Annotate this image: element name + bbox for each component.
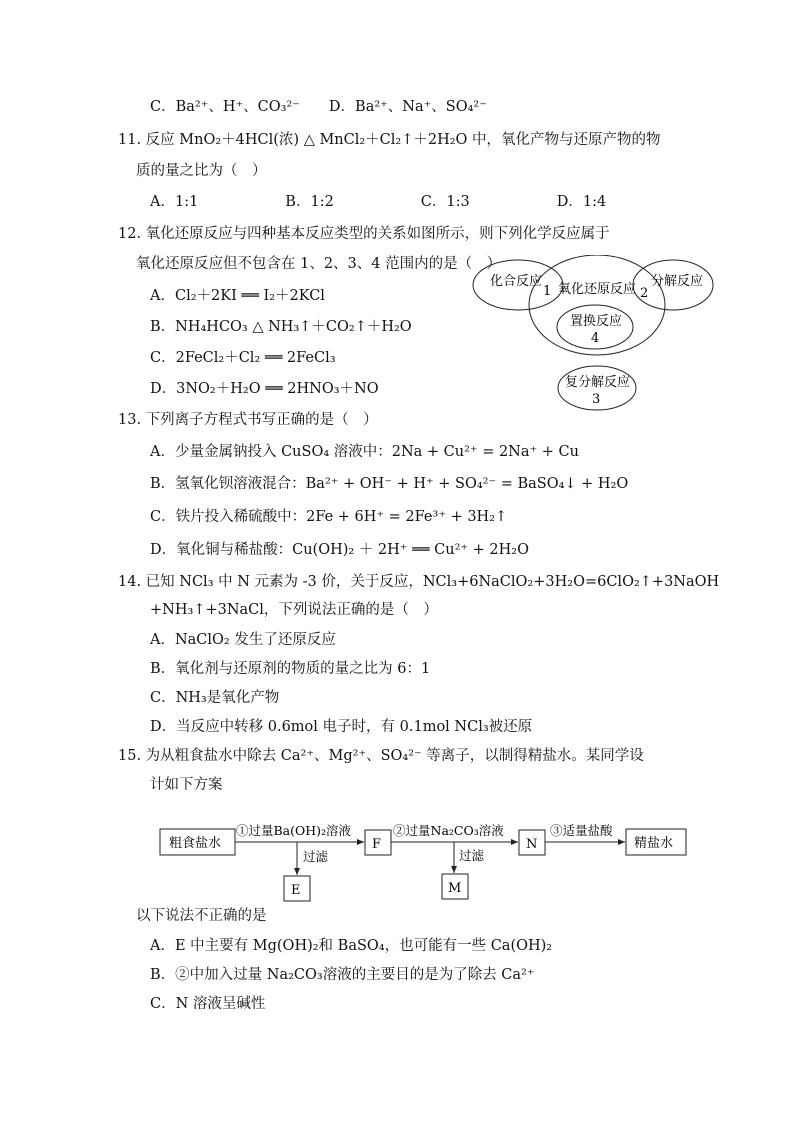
q15-stem: 15. 为从粗食盐水中除去 Ca²⁺、Mg²⁺、SO₄²⁻ 等离子，以制得精盐水。某同学设 [118,748,644,764]
region-4-label: 4 [591,331,600,346]
q12-option-b: B．NH₄HCO₃ △ NH₃↑＋CO₂↑＋H₂O [150,319,412,335]
crude-label: 粗食盐水 [169,836,222,851]
redox-label: 氧化还原反应 [558,282,637,297]
q11-stem-cont: 质的量之比为（ ） [136,163,267,179]
q14-option-c: C．NH₃是氧化产物 [150,690,280,706]
q13-option-c: C．铁片投入稀硫酸中：2Fe + 6H⁺ = 2Fe³⁺ + 3H₂↑ [150,509,508,525]
N-label: N [526,837,538,852]
region-2-label: 2 [640,286,649,301]
double-decomposition-label: 复分解反应 [565,375,631,390]
step1-label: ①过量Ba(OH)₂溶液 [236,823,352,838]
q12-stem: 12. 氧化还原反应与四种基本反应类型的关系如图所示，则下列化学反应属于 [118,226,610,242]
q12-option-c: C．2FeCl₂＋Cl₂ ══ 2FeCl₃ [150,350,336,366]
q10-options-cd: C．Ba²⁺、H⁺、CO₃²⁻ D．Ba²⁺、Na⁺、SO₄²⁻ [150,99,487,115]
reaction-type-venn-diagram [470,255,720,415]
q13-option-a: A．少量金属钠投入 CuSO₄ 溶液中：2Na + Cu²⁺ = 2Na⁺ + Cu [150,444,579,460]
region-3-label: 3 [592,392,601,407]
fine-label: 精盐水 [634,836,674,851]
filter2-label: 过滤 [459,848,485,863]
filter1-label: 过滤 [303,849,329,864]
q15-question: 以下说法不正确的是 [136,908,267,924]
q11-stem: 11. 反应 MnO₂＋4HCl(浓) △ MnCl₂＋Cl₂↑＋2H₂O 中，氧化产物与还原产物的物 [118,132,661,148]
E-label: E [291,883,301,898]
q13-option-d: D．氧化铜与稀盐酸：Cu(OH)₂ ＋ 2H⁺ ══ Cu²⁺ + 2H₂O [150,542,529,558]
combination-label: 化合反应 [490,274,543,289]
q15-option-a: A．E 中主要有 Mg(OH)₂和 BaSO₄，也可能有一些 Ca(OH)₂ [150,938,553,954]
q11-options: A．1:1 B．1:2 C．1:3 D．1:4 [150,194,607,210]
q14-stem-cont: +NH₃↑+3NaCl，下列说法正确的是（ ） [150,602,438,618]
q14-option-a: A．NaClO₂ 发生了还原反应 [150,632,336,648]
M-label: M [448,881,462,896]
q13-stem: 13. 下列离子方程式书写正确的是（ ） [118,412,378,428]
q12-option-d: D．3NO₂＋H₂O ══ 2HNO₃＋NO [150,381,379,397]
displacement-label: 置换反应 [570,314,623,329]
decomposition-label: 分解反应 [651,274,704,289]
q15-option-c: C．N 溶液呈碱性 [150,996,266,1012]
q14-option-d: D．当反应中转移 0.6mol 电子时，有 0.1mol NCl₃被还原 [150,719,533,735]
region-1-label: 1 [543,284,552,299]
purification-flowchart [150,815,710,910]
F-label: F [372,837,382,852]
q12-stem-cont: 氧化还原反应但不包含在 1、2、3、4 范围内的是（ ） [136,256,502,272]
q12-option-a: A．Cl₂＋2KI ══ I₂＋2KCl [150,288,325,304]
q14-option-b: B．氧化剂与还原剂的物质的量之比为 6：1 [150,661,431,677]
step3-label: ③适量盐酸 [550,823,613,838]
q13-option-b: B．氢氧化钡溶液混合：Ba²⁺ + OH⁻ + H⁺ + SO₄²⁻ = BaSO₄↓ + H₂O [150,476,629,492]
q15-option-b: B．②中加入过量 Na₂CO₃溶液的主要目的是为了除去 Ca²⁺ [150,967,535,983]
q14-stem: 14. 已知 NCl₃ 中 N 元素为 -3 价，关于反应，NCl₃+6NaClO₂+3H₂O=6ClO₂↑+3NaOH [118,574,720,590]
q15-stem-cont: 计如下方案 [150,777,223,793]
step2-label: ②过量Na₂CO₃溶液 [393,823,504,838]
